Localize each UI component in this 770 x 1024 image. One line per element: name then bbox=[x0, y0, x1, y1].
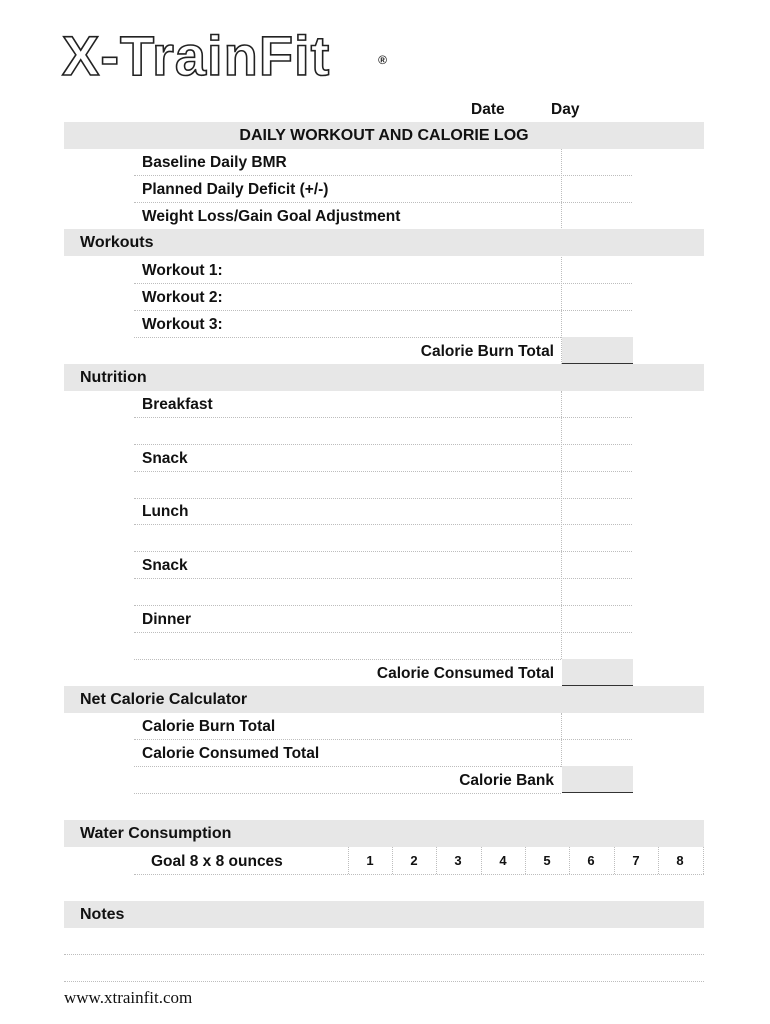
water-goal-label: Goal 8 x 8 ounces bbox=[151, 853, 283, 870]
row-line bbox=[134, 578, 632, 579]
net-burn-total-label: Calorie Burn Total bbox=[142, 718, 276, 735]
row-line bbox=[134, 793, 561, 794]
row-line bbox=[134, 417, 632, 418]
calorie-consumed-total-box[interactable] bbox=[562, 659, 633, 686]
net-calorie-band bbox=[64, 686, 704, 713]
baseline-bmr-label: Baseline Daily BMR bbox=[142, 154, 287, 171]
logo-text: X-TrainFit bbox=[62, 24, 331, 87]
water-heading: Water Consumption bbox=[80, 825, 232, 842]
notes-line[interactable] bbox=[64, 981, 704, 982]
water-cup-2[interactable]: 2 bbox=[410, 853, 418, 868]
workouts-band bbox=[64, 229, 704, 256]
row-line bbox=[134, 874, 704, 875]
log-title: DAILY WORKOUT AND CALORIE LOG bbox=[239, 127, 529, 144]
notes-band bbox=[64, 901, 704, 928]
net-calorie-heading: Net Calorie Calculator bbox=[80, 691, 248, 708]
water-cup-4[interactable]: 4 bbox=[499, 853, 507, 868]
snack-1-label: Snack bbox=[142, 450, 188, 467]
notes-line[interactable] bbox=[64, 954, 704, 955]
value-column-divider bbox=[561, 391, 562, 659]
calorie-bank-box[interactable] bbox=[562, 766, 633, 793]
workouts-heading: Workouts bbox=[80, 234, 154, 251]
value-column-divider bbox=[561, 149, 562, 364]
footer-url[interactable]: www.xtrainfit.com bbox=[64, 988, 193, 1007]
water-band bbox=[64, 820, 704, 847]
water-cup-3[interactable]: 3 bbox=[454, 853, 462, 868]
calorie-burn-total-label: Calorie Burn Total bbox=[420, 343, 554, 360]
notes-heading: Notes bbox=[80, 906, 125, 923]
workout-2-label: Workout 2: bbox=[142, 289, 223, 306]
calorie-bank-label: Calorie Bank bbox=[459, 772, 554, 789]
calorie-consumed-total-label: Calorie Consumed Total bbox=[376, 665, 554, 682]
water-cup-8[interactable]: 8 bbox=[676, 853, 684, 868]
workout-3-label: Workout 3: bbox=[142, 316, 223, 333]
total-underline bbox=[562, 792, 633, 793]
planned-deficit-label: Planned Daily Deficit (+/-) bbox=[142, 181, 329, 198]
water-cup-1[interactable]: 1 bbox=[366, 853, 374, 868]
water-cup-7[interactable]: 7 bbox=[632, 853, 640, 868]
row-line bbox=[134, 632, 632, 633]
log-title-band bbox=[64, 122, 704, 149]
row-line bbox=[134, 605, 632, 606]
row-line bbox=[134, 551, 632, 552]
dinner-label: Dinner bbox=[142, 611, 192, 628]
snack-2-label: Snack bbox=[142, 557, 188, 574]
row-line bbox=[134, 524, 632, 525]
net-consumed-total-label: Calorie Consumed Total bbox=[142, 745, 320, 762]
row-line bbox=[134, 498, 632, 499]
calorie-burn-total-box[interactable] bbox=[562, 337, 633, 364]
water-cup-6[interactable]: 6 bbox=[587, 853, 595, 868]
cup-divider bbox=[703, 847, 704, 874]
row-line bbox=[134, 471, 632, 472]
goal-adjustment-label: Weight Loss/Gain Goal Adjustment bbox=[142, 208, 401, 225]
xtrainfit-logo bbox=[62, 22, 392, 90]
nutrition-heading: Nutrition bbox=[80, 369, 147, 386]
lunch-label: Lunch bbox=[142, 503, 189, 520]
day-label: Day bbox=[551, 101, 580, 118]
nutrition-band bbox=[64, 364, 704, 391]
value-column-divider bbox=[561, 713, 562, 767]
breakfast-label: Breakfast bbox=[142, 396, 213, 413]
water-cup-5[interactable]: 5 bbox=[543, 853, 551, 868]
registered-mark: ® bbox=[378, 53, 388, 67]
date-label: Date bbox=[471, 101, 505, 118]
workout-1-label: Workout 1: bbox=[142, 262, 223, 279]
row-line bbox=[134, 444, 632, 445]
water-cups-row bbox=[348, 847, 704, 874]
